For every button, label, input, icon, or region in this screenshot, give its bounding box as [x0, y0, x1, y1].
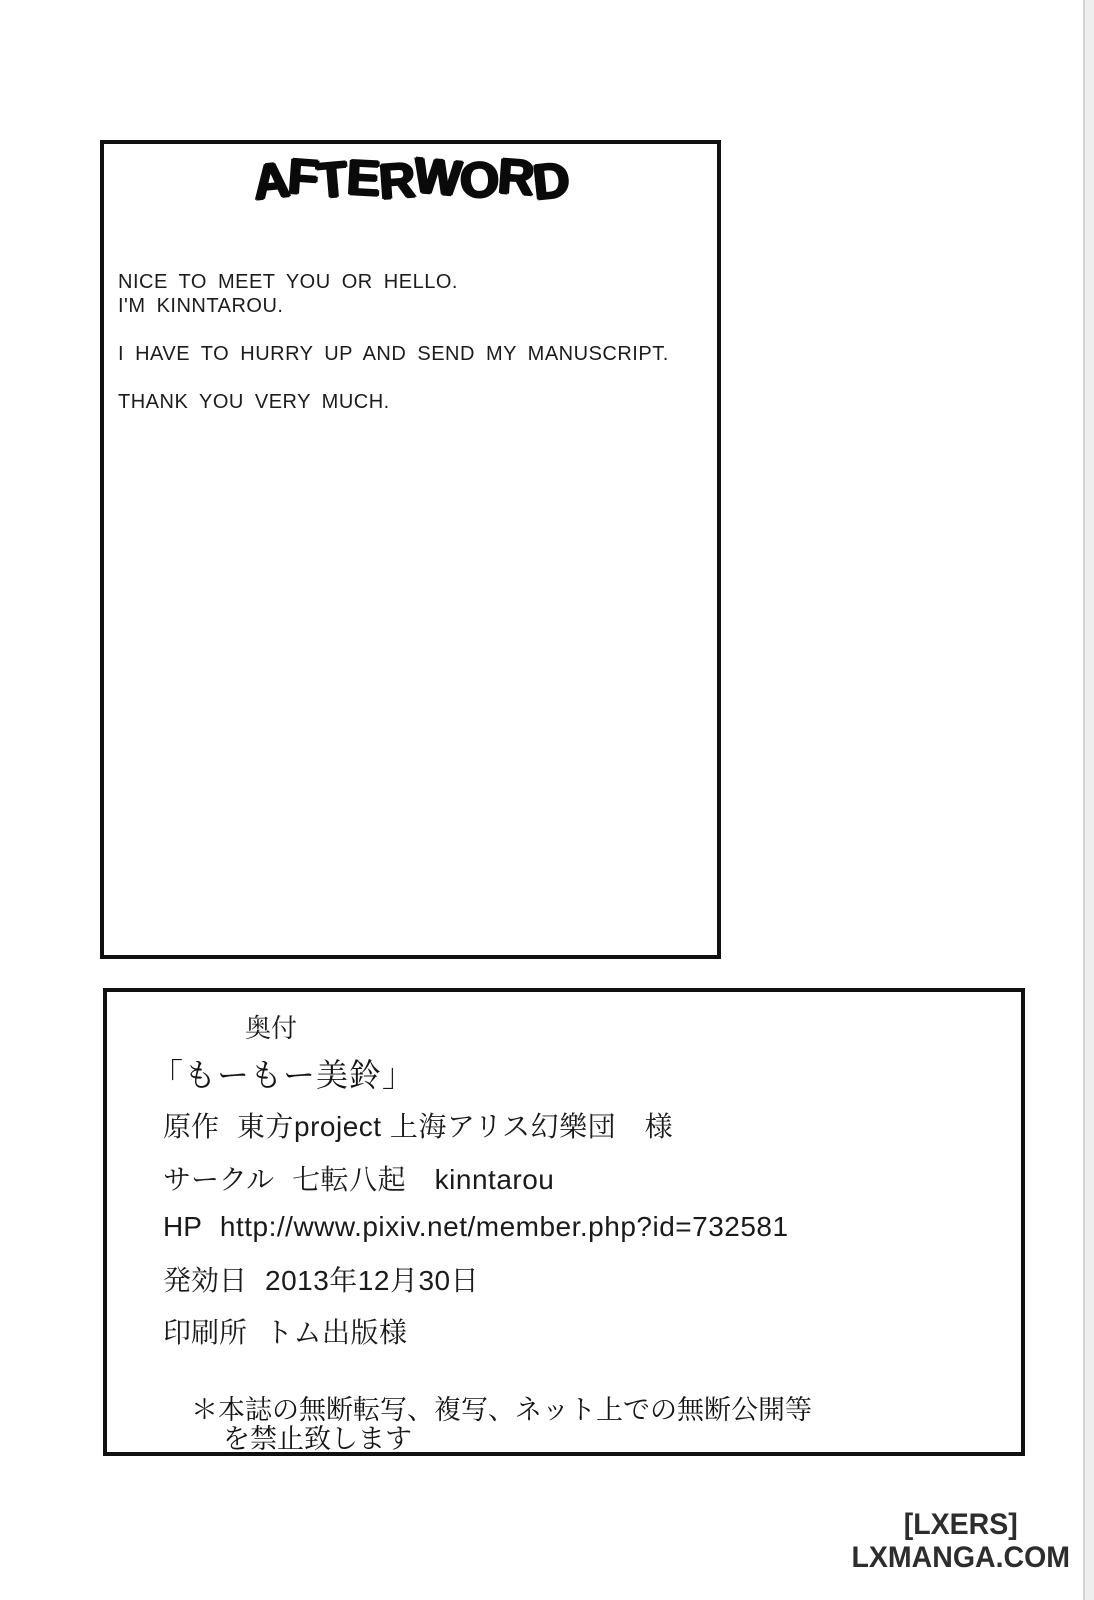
- copyright-notice-line-1: ＊本誌の無断転写、複写、ネット上での無断公開等: [191, 1395, 812, 1425]
- watermark-site-name: LXMANGA.COM: [851, 1541, 1070, 1574]
- row-value: 七転八起 kinntarou: [292, 1164, 555, 1195]
- watermark-group-name: [LXERS]: [903, 1508, 1018, 1541]
- colophon-row-circle: [163, 1158, 554, 1198]
- homepage-url: http://www.pixiv.net/member.php?id=732581: [219, 1211, 789, 1242]
- row-label: 印刷所: [163, 1317, 248, 1348]
- row-label: サークル: [163, 1164, 275, 1195]
- copyright-notice: [191, 1396, 812, 1454]
- colophon-row-original-work: [163, 1105, 673, 1145]
- row-value: 東方project 上海アリス幻樂団 様: [237, 1111, 674, 1142]
- row-value: 2013年12月30日: [265, 1265, 480, 1296]
- row-label: 発効日: [163, 1265, 248, 1296]
- colophon-row-homepage: [163, 1211, 789, 1243]
- colophon-row-printer: [163, 1311, 408, 1351]
- afterword-title: AFTERWORD: [249, 147, 572, 211]
- afterword-line-4: THANK YOU VERY MUCH.: [118, 391, 390, 413]
- afterword-panel: [100, 140, 721, 959]
- colophon-heading: 奥付: [245, 1013, 298, 1043]
- colophon-panel: [103, 988, 1025, 1456]
- afterword-line-3: I HAVE TO HURRY UP AND SEND MY MANUSCRIPT.: [118, 343, 669, 365]
- row-label: 原作: [163, 1111, 220, 1142]
- copyright-notice-line-2: を禁止致します: [223, 1424, 412, 1454]
- row-label: HP: [163, 1211, 202, 1242]
- doujin-title: 「もーもー美鈴」: [151, 1057, 416, 1093]
- page-edge-shadow: [1083, 0, 1094, 1600]
- scanlation-watermark: [852, 1508, 1070, 1574]
- row-value: トム出版様: [265, 1317, 408, 1348]
- colophon-row-issue-date: [163, 1259, 479, 1299]
- afterword-line-1: NICE TO MEET YOU OR HELLO.: [118, 271, 458, 293]
- afterword-line-2: I'M KINNTAROU.: [118, 295, 284, 317]
- afterword-text-block: [118, 270, 717, 414]
